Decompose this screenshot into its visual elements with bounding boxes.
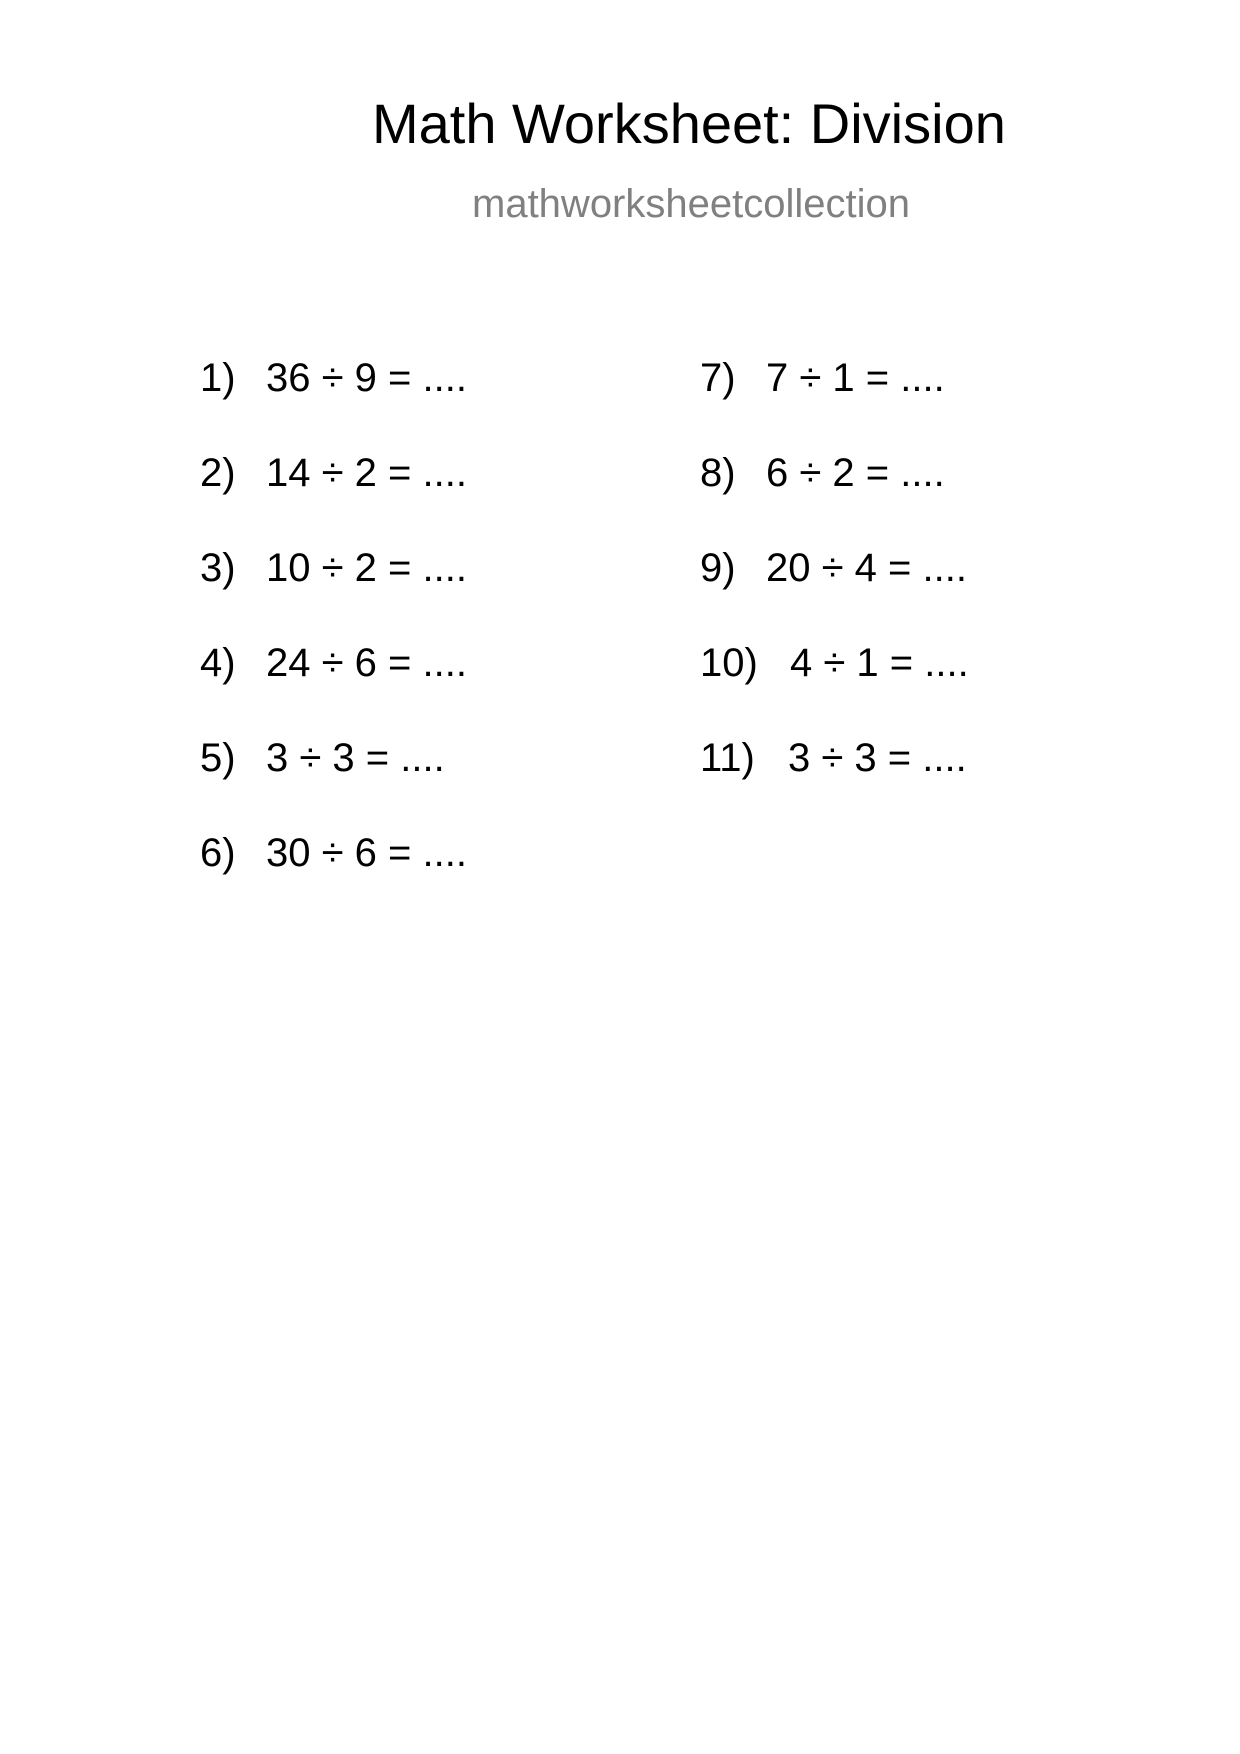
page-title: Math Worksheet: Division — [372, 92, 1006, 155]
problem-expression: 10 ÷ 2 = .... — [266, 546, 467, 590]
problem-item — [700, 738, 967, 778]
problem-expression: 14 ÷ 2 = .... — [266, 451, 467, 495]
problem-expression: 7 ÷ 1 = .... — [766, 356, 945, 400]
problem-number: 7) — [700, 356, 736, 400]
problem-number: 10) — [700, 641, 758, 685]
problem-number: 2) — [200, 451, 236, 495]
problem-item — [700, 548, 967, 588]
problem-number: 6) — [200, 831, 236, 875]
problem-item — [700, 643, 969, 683]
problem-number: 11) — [700, 736, 755, 780]
page-subtitle: mathworksheetcollection — [472, 182, 910, 226]
problem-item — [200, 453, 467, 493]
problem-expression: 20 ÷ 4 = .... — [766, 546, 967, 590]
problem-item — [700, 453, 945, 493]
problem-item — [200, 548, 467, 588]
problem-item — [200, 643, 467, 683]
problem-number: 3) — [200, 546, 236, 590]
problem-number: 9) — [700, 546, 736, 590]
problem-item — [200, 358, 467, 398]
problem-expression: 24 ÷ 6 = .... — [266, 641, 467, 685]
problem-number: 1) — [200, 356, 236, 400]
problem-expression: 3 ÷ 3 = .... — [788, 736, 967, 780]
problem-expression: 36 ÷ 9 = .... — [266, 356, 467, 400]
problem-expression: 30 ÷ 6 = .... — [266, 831, 467, 875]
problem-item — [200, 738, 445, 778]
problem-item — [700, 358, 945, 398]
problem-number: 5) — [200, 736, 236, 780]
problem-number: 4) — [200, 641, 236, 685]
problem-expression: 4 ÷ 1 = .... — [790, 641, 969, 685]
problem-number: 8) — [700, 451, 736, 495]
problem-item — [200, 833, 467, 873]
problem-expression: 6 ÷ 2 = .... — [766, 451, 945, 495]
problem-expression: 3 ÷ 3 = .... — [266, 736, 445, 780]
